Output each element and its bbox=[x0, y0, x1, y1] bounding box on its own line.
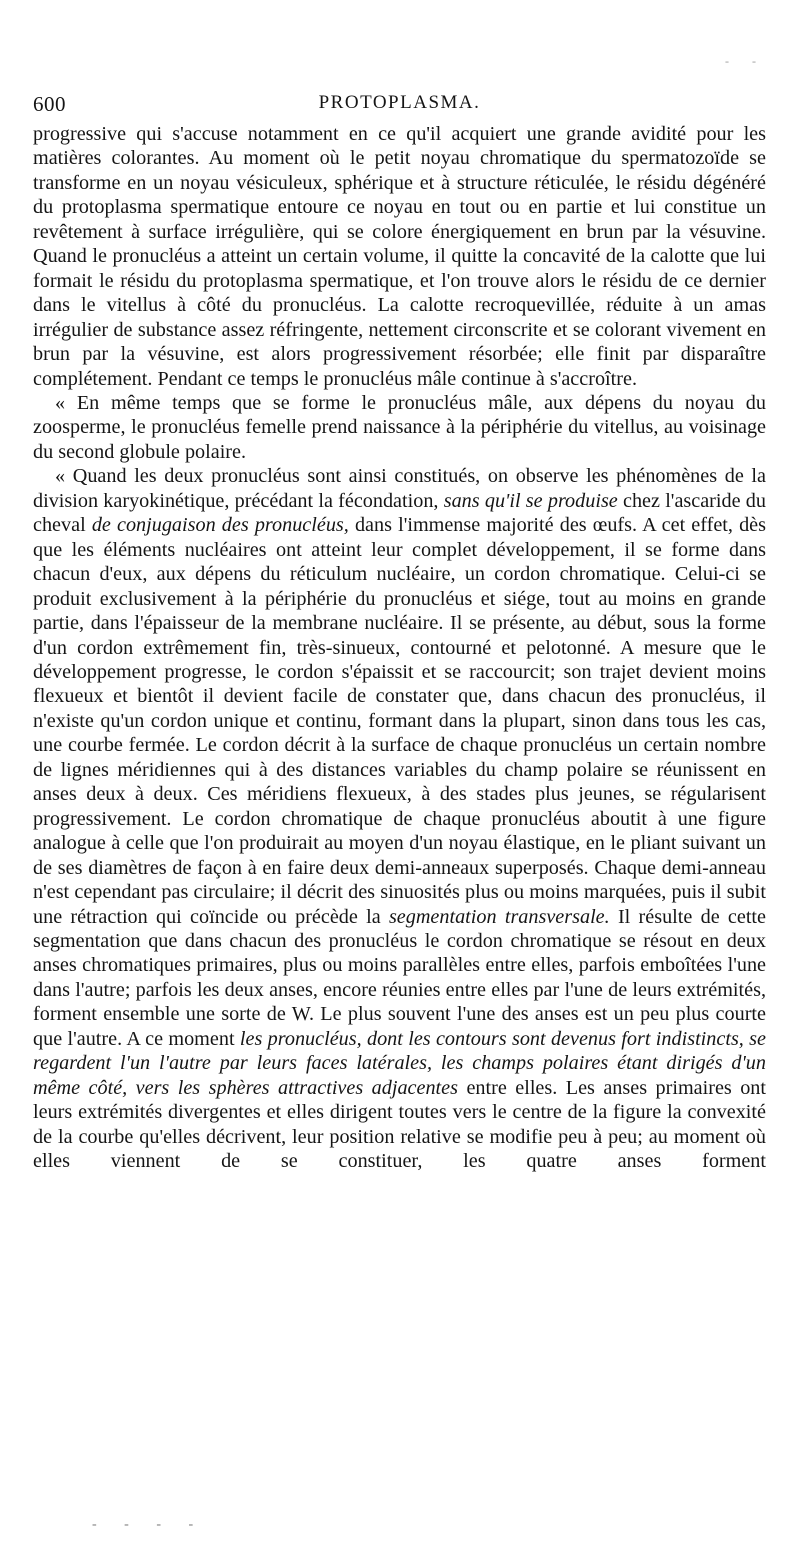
corner-marks: - - bbox=[725, 54, 766, 68]
page-number: 600 bbox=[33, 92, 66, 116]
text-span: « Quand les deux pronucléus sont ainsi constitués, on observe les phénomènes de la division karyokinétique, précédant la fécondation, bbox=[33, 465, 766, 512]
text-span: « En même temps que se forme le pronucléus mâle, aux dépens du noyau du zoosperme, le pronucléus femelle prend naissance à la périphérie du vitellus, au voisinage du second globule polaire. bbox=[33, 391, 766, 463]
paragraph-3 bbox=[33, 464, 766, 1173]
paragraph-2 bbox=[33, 391, 766, 464]
page-marks: - - - - bbox=[92, 1517, 206, 1532]
text-span: Il résulte de cette segmentation que dans chacun des pronucléus le cordon chromatique se résout en deux anses chromatiques primaires, plus ou moins parallèles entre elles, parfois emboîtées l'une dans l'autre; parfois les deux anses, encore réunies entre elles par l'une de leurs extrémités, forment ensemble une sorte de W. Le plus souvent l'une des anses est un peu plus courte que l'autre. A ce moment bbox=[33, 905, 767, 1050]
text-span: entre elles. Les anses primaires ont leurs extrémités divergentes et elles dirigent toutes vers le centre de la figure la convexité de la courbe qu'elles décrivent, leur position relative se modifie peu à peu; au moment où elles viennent de se constituer, les quatre anses forment bbox=[33, 1076, 767, 1173]
running-title: PROTOPLASMA. bbox=[318, 92, 481, 113]
page-header bbox=[33, 92, 766, 122]
book-page bbox=[33, 92, 766, 1173]
italic-span: sans qu'il se produise bbox=[443, 489, 618, 512]
italic-span: les pronucléus, dont les contours sont devenus fort indistincts, se regardent l'un l'autre par leurs faces latérales, les champs polaires étant dirigés d'un même côté, vers les sphères attractives adjacentes bbox=[33, 1027, 766, 1099]
text-span: progressive qui s'accuse notamment en ce qu'il acquiert une grande avidité pour les matières colorantes. Au moment où le petit noyau chromatique du spermatozoïde se transforme en un noyau vésiculeux, sphérique et à structure réticulée, le résidu dégénéré du protoplasma spermatique entoure ce noyau en tout ou en partie et lui constitue un revêtement à surface irrégulière, qui se colore énergiquement en brun par la vésuvine. Quand le pronucléus a atteint un certain volume, il quitte la concavité de la calotte que lui formait le résidu du protoplasma spermatique, et l'on trouve alors le résidu de ce dernier dans le vitellus à côté du pronucléus. La calotte recroquevillée, réduite à un amas irrégulier de substance assez réfringente, nettement circonscrite et se colorant vivement en brun par la vésuvine, est alors progressivement résorbée; elle finit par disparaître complétement. Pendant ce temps le pronucléus mâle continue à s'accroître. bbox=[33, 123, 766, 390]
text-span: dans l'immense majorité des œufs. A cet effet, dès que les éléments nucléaires ont atteint leur complet développement, il se forme dans chacun d'eux, aux dépens du réticulum nucléaire, un cordon chromatique. Celui-ci se produit exclusivement à la périphérie du pronucléus et siége, tout au moins en grande partie, dans l'épaisseur de la membrane nucléaire. Il se présente, au début, sous la forme d'un cordon extrêmement fin, très-sinueux, contourné et pelotonné. A mesure que le développement progresse, le cordon s'épaissit et se raccourcit; son trajet devient moins flexueux et bientôt il devient facile de constater que, dans chacun des pronucléus, il n'existe qu'un cordon unique et continu, formant dans la plupart, sinon dans tous les cas, une courbe fermée. Le cordon décrit à la surface de chaque pronucléus un certain nombre de lignes méridiennes qui à des distances variables du champ polaire se réunissent en anses deux à deux. Ces méridiens flexueux, à des stades plus jeunes, se régularisent progressivement. Le cordon chromatique de chaque pronucléus aboutit à une figure analogue à celle que l'on produirait au moyen d'un noyau élastique, en le pliant suivant un de ses diamètres de façon à en faire deux demi-anneaux superposés. Chaque demi-anneau n'est cependant pas circulaire; il décrit des sinuosités plus ou moins marquées, puis il subit une rétraction qui coïncide ou précède la bbox=[33, 514, 766, 928]
text-span: chez l'ascaride du cheval bbox=[33, 489, 766, 537]
italic-span: segmentation transversale. bbox=[388, 905, 610, 928]
body-text bbox=[33, 122, 766, 1173]
paragraph-1 bbox=[33, 122, 766, 391]
italic-span: de conjugaison des pronucléus, bbox=[91, 514, 349, 537]
